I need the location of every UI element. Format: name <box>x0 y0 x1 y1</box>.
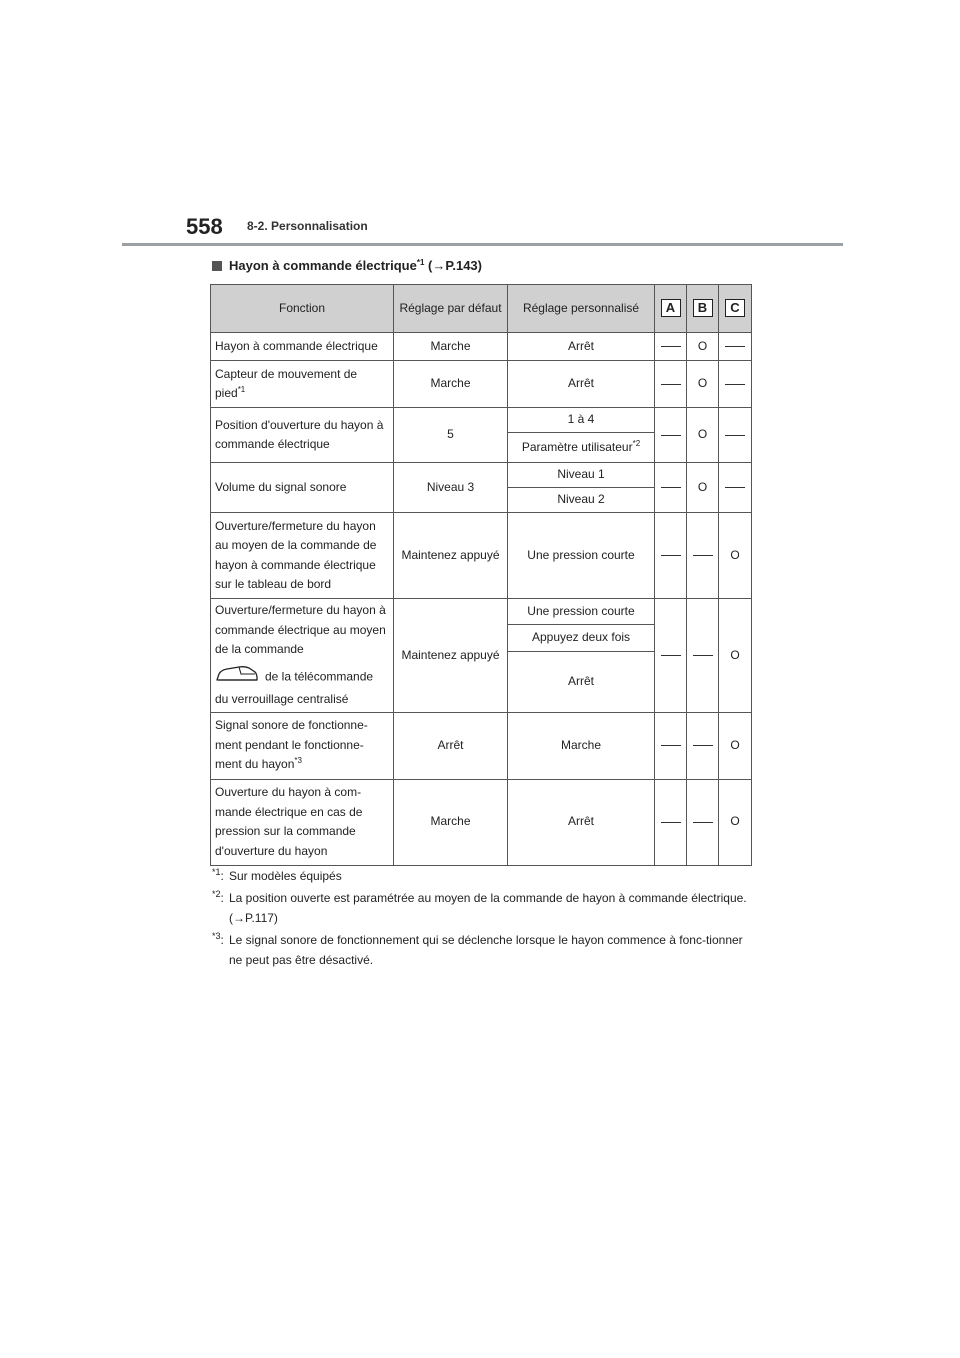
letter-c-box: C <box>725 299 745 317</box>
col-a-cell <box>655 599 687 713</box>
tailgate-remote-button-icon <box>215 664 259 691</box>
fonction-cell <box>211 361 394 408</box>
col-c-cell <box>719 408 752 463</box>
default-cell: Marche <box>394 333 508 361</box>
col-a-cell <box>655 408 687 463</box>
header-defaut: Réglage par défaut <box>394 285 508 333</box>
fonction-cell <box>211 712 394 779</box>
default-cell: Arrêt <box>394 712 508 779</box>
fonction-text: Ouverture/fermeture du hayon à commande électrique au moyen de la commande <box>215 603 386 656</box>
fonction-cell: Ouverture du hayon à com-mande électrique en cas de pression sur la commande d'ouverture du hayon <box>211 779 394 865</box>
dash-mark <box>661 655 681 656</box>
fonction-cell: Volume du signal sonore <box>211 463 394 513</box>
o-mark: O <box>730 647 740 662</box>
header-fonction: Fonction <box>211 285 394 333</box>
o-mark: O <box>730 814 740 829</box>
col-b-cell <box>687 361 719 408</box>
settings-table <box>210 284 752 866</box>
footnote-mark: $^{*1}$: <box>212 867 224 883</box>
table-row <box>211 712 752 779</box>
dash-mark <box>693 822 713 823</box>
option-cell: Arrêt <box>508 333 655 361</box>
default-cell: 5 <box>394 408 508 463</box>
col-a-cell <box>655 333 687 361</box>
col-c-cell <box>719 779 752 865</box>
dash-mark <box>661 745 681 746</box>
col-c-cell <box>719 463 752 513</box>
dash-mark <box>693 555 713 556</box>
page-number: 558 <box>186 214 223 239</box>
footnote <box>212 888 752 928</box>
footnote <box>212 930 752 970</box>
header-perso: Réglage personnalisé <box>508 285 655 333</box>
dash-mark <box>661 822 681 823</box>
dash-mark <box>693 745 713 746</box>
fonction-cell <box>211 599 394 713</box>
section-heading <box>212 258 482 273</box>
col-a-cell <box>655 712 687 779</box>
dash-mark <box>661 555 681 556</box>
table-row <box>211 333 752 361</box>
footnote-mark-sup: *3 <box>212 931 221 941</box>
dash-mark <box>725 435 745 436</box>
default-cell: Maintenez appuyé <box>394 599 508 713</box>
col-a-cell <box>655 779 687 865</box>
dash-mark <box>693 655 713 656</box>
footnote-ref: *2 <box>632 438 641 448</box>
option-cell: Une pression courte <box>508 599 655 625</box>
footnote-mark: $^{*3}$: <box>212 931 224 947</box>
footnote-text: Le signal sonore de fonctionnement qui se déclenche lorsque le hayon commence à fonc-tionner ne peut pas être désactivé. <box>229 933 743 967</box>
table-row <box>211 513 752 599</box>
option-cell: 1 à 4 <box>508 408 655 433</box>
dash-mark <box>725 346 745 347</box>
col-b-cell <box>687 463 719 513</box>
header-b <box>687 285 719 333</box>
col-b-cell <box>687 513 719 599</box>
square-bullet-icon <box>212 261 222 271</box>
option-cell: Niveau 1 <box>508 463 655 488</box>
fonction-text: Capteur de mouvement de pied <box>215 366 358 400</box>
letter-b-box: B <box>693 299 713 317</box>
heading-page-ref: →P.143) <box>432 258 482 273</box>
col-b-cell <box>687 712 719 779</box>
heading-footnote-ref: *1 <box>416 258 425 267</box>
col-c-cell <box>719 513 752 599</box>
header-a <box>655 285 687 333</box>
default-cell: Niveau 3 <box>394 463 508 513</box>
col-b-cell <box>687 333 719 361</box>
fonction-cell: Hayon à commande électrique <box>211 333 394 361</box>
footnotes <box>212 866 752 972</box>
heading-title: Hayon à commande électrique <box>229 258 417 273</box>
footnote-mark-sup: *2 <box>212 889 221 899</box>
o-mark: O <box>697 376 708 391</box>
option-cell: Marche <box>508 712 655 779</box>
option-cell: Niveau 2 <box>508 488 655 513</box>
table-row <box>211 463 752 488</box>
footnote-ref: *1 <box>237 385 246 394</box>
heading-ref-open: ( <box>424 258 433 273</box>
dash-mark <box>661 346 681 347</box>
footnote-text: Sur modèles équipés <box>229 869 342 883</box>
table-row <box>211 408 752 433</box>
col-c-cell <box>719 333 752 361</box>
dash-mark <box>661 435 681 436</box>
option-cell: Arrêt <box>508 361 655 408</box>
header-divider <box>122 243 843 246</box>
table-row <box>211 361 752 408</box>
option-cell: Appuyez deux fois <box>508 625 655 651</box>
dash-mark <box>661 384 681 385</box>
header-c <box>719 285 752 333</box>
o-mark: O <box>697 479 708 494</box>
default-cell: Maintenez appuyé <box>394 513 508 599</box>
fonction-text: Signal sonore de fonctionne-ment pendant le fonctionne-ment du hayon <box>215 718 368 772</box>
o-mark: O <box>697 338 708 353</box>
option-cell: Une pression courte <box>508 513 655 599</box>
table-row <box>211 779 752 865</box>
col-c-cell <box>719 361 752 408</box>
footnote-mark: $^{*2}$: <box>212 889 224 905</box>
section-title: 8-2. Personnalisation <box>247 219 368 233</box>
col-c-cell <box>719 712 752 779</box>
col-a-cell <box>655 361 687 408</box>
fonction-cell: Ouverture/fermeture du hayon au moyen de la commande de hayon à commande électrique sur le tableau de bord <box>211 513 394 599</box>
option-cell: Arrêt <box>508 651 655 712</box>
col-b-cell <box>687 599 719 713</box>
dash-mark <box>661 487 681 488</box>
col-c-cell <box>719 599 752 713</box>
footnote-mark-sup: *1 <box>212 867 221 877</box>
default-cell: Marche <box>394 779 508 865</box>
footnote-ref: *3 <box>294 756 302 766</box>
col-a-cell <box>655 513 687 599</box>
option-text: Paramètre utilisateur <box>521 439 633 454</box>
letter-a-box: A <box>661 299 681 317</box>
dash-mark <box>725 384 745 385</box>
o-mark: O <box>730 737 740 752</box>
dash-mark <box>725 487 745 488</box>
option-cell: Arrêt <box>508 779 655 865</box>
col-b-cell <box>687 408 719 463</box>
table-row <box>211 599 752 625</box>
default-cell: Marche <box>394 361 508 408</box>
o-mark: O <box>697 427 708 442</box>
footnote <box>212 866 752 886</box>
col-b-cell <box>687 779 719 865</box>
footnote-text: La position ouverte est paramétrée au moyen de la commande de hayon à commande électrique. (→P.117) <box>229 891 747 925</box>
col-a-cell <box>655 463 687 513</box>
fonction-cell: Position d'ouverture du hayon à commande électrique <box>211 408 394 463</box>
option-cell <box>508 433 655 463</box>
o-mark: O <box>730 547 740 562</box>
fonction-text: de la télécommande du verrouillage centralisé <box>215 668 374 706</box>
